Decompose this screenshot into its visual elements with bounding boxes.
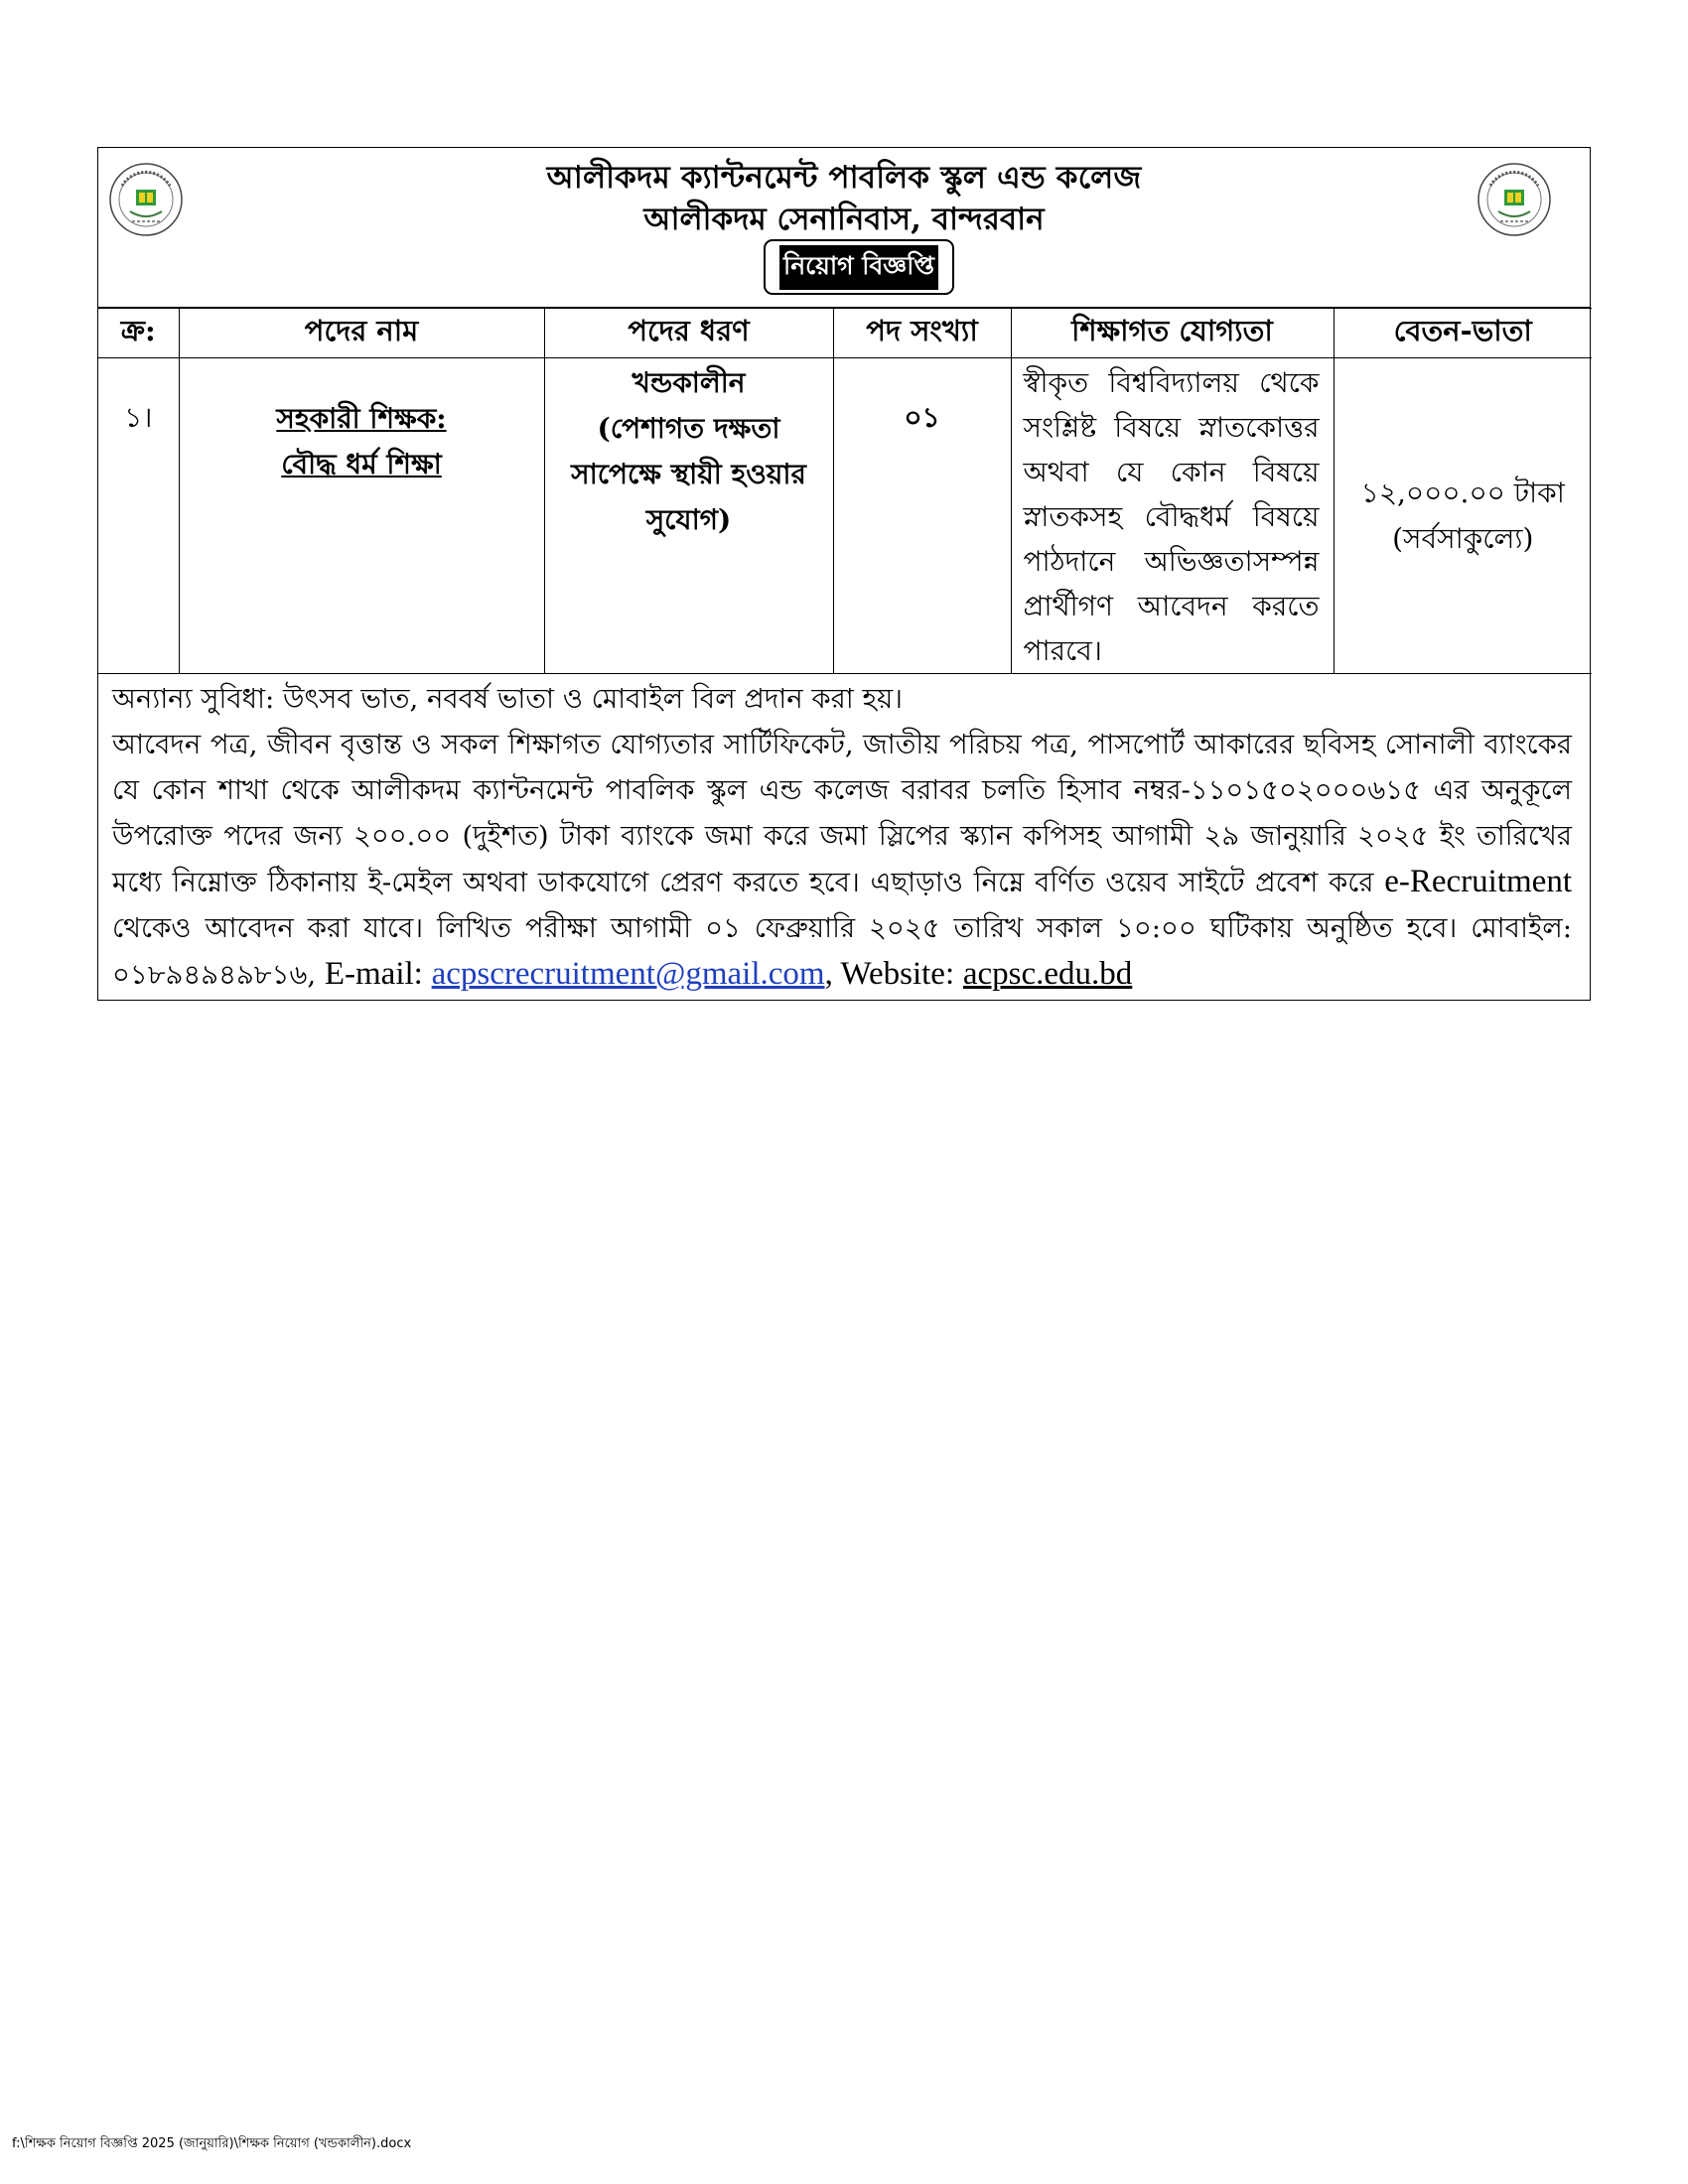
- application-info: [98, 674, 1590, 1000]
- post-name-line: সহকারী শিক্ষক:: [276, 402, 447, 435]
- website-label: , Website:: [824, 956, 955, 992]
- posts-table: [98, 308, 1592, 674]
- email-label: E-mail:: [324, 956, 423, 992]
- application-instructions: [112, 722, 1572, 998]
- post-type-line: (পেশাগত দক্ষতা: [597, 412, 780, 445]
- header-post-name: পদের নাম: [179, 309, 544, 358]
- erecruitment-text: e-Recruitment: [1384, 864, 1572, 899]
- website-link[interactable]: acpsc.edu.bd: [962, 956, 1133, 992]
- cell-post-type: [544, 358, 833, 674]
- salary-amount: ১২,০০০.০০ টাকা: [1360, 476, 1565, 509]
- salary-note: (সর্বসাকুল্যে): [1392, 521, 1534, 555]
- benefits-text: অন্যান্য সুবিধা: উৎসব ভাত, নববর্ষ ভাতা ও মোবাইল বিল প্রদান করা হয়।: [112, 683, 903, 715]
- table-row: [98, 358, 1592, 674]
- school-location: আলীকদম সেনানিবাস, বান্দরবান: [643, 202, 1045, 237]
- post-name-line: বৌদ্ধ ধর্ম শিক্ষা: [281, 448, 442, 480]
- cell-serial: ১।: [98, 358, 179, 674]
- header-qualification: শিক্ষাগত যোগ্যতা: [1011, 309, 1334, 358]
- post-type-line: খন্ডকালীন: [632, 366, 746, 399]
- cell-post-count: ০১: [833, 358, 1011, 674]
- notice-title-box: [764, 239, 954, 295]
- post-type-line: সুযোগ): [645, 503, 732, 536]
- recruitment-notice: [97, 147, 1591, 1001]
- email-link[interactable]: acpscrecruitment@gmail.com: [431, 956, 825, 992]
- application-text-part2: থেকেও আবেদন করা যাবে। লিখিত পরীক্ষা আগামী ০১ ফেব্রুয়ারি ২০২৫ তারিখ সকাল ১০:০০ ঘটিকায় অনুষ্ঠিত হবে। মোবাইল: ০১৮৯৪৯৪৯৮১৬,: [112, 912, 1572, 991]
- post-type-line: সাপেক্ষে স্থায়ী হওয়ার: [571, 458, 806, 490]
- header-post-type: পদের ধরণ: [544, 309, 833, 358]
- footer-file-path: f:\শিক্ষক নিয়োগ বিজ্ঞপ্তি 2025 (জানুয়ারি)\শিক্ষক নিয়োগ (খন্ডকালীন).docx: [12, 2136, 412, 2151]
- school-crest-logo-icon: [1477, 162, 1552, 237]
- cell-salary: [1334, 358, 1592, 674]
- school-name: আলীকদম ক্যান্টনমেন্ট পাবলিক স্কুল এন্ড কলেজ: [546, 160, 1142, 196]
- cell-post-name: [179, 358, 544, 674]
- table-header-row: [98, 309, 1592, 358]
- notice-header: [98, 148, 1590, 308]
- cell-qualification: স্বীকৃত বিশ্ববিদ্যালয় থেকে সংশ্লিষ্ট বিষয়ে স্নাতকোত্তর অথবা যে কোন বিষয়ে স্নাতকসহ বৌদ্ধধর্ম বিষয়ে পাঠদানে অভিজ্ঞতাসম্পন্ন প্রার্থীগণ আবেদন করতে পারবে।: [1011, 358, 1334, 674]
- application-text-part1: আবেদন পত্র, জীবন বৃত্তান্ত ও সকল শিক্ষাগত যোগ্যতার সার্টিফিকেট, জাতীয় পরিচয় পত্র, পাসপোর্ট আকারের ছবিসহ সোনালী ব্যাংকের যে কোন শাখা থেকে আলীকদম ক্যান্টনমেন্ট পাবলিক স্কুল এন্ড কলেজ বরাবর চলতি হিসাব নম্বর-১১০১৫০২০০০৬১৫ এর অনুকূলে উপরোক্ত পদের জন্য ২০০.০০ (দুইশত) টাকা ব্যাংকে জমা করে জমা স্লিপের স্ক্যান কপিসহ আগামী ২৯ জানুয়ারি ২০২৫ ইং তারিখের মধ্যে নিম্নোক্ত ঠিকানায় ই-মেইল অথবা ডাকযোগে প্রেরণ করতে হবে। এছাড়াও নিম্নে বর্ণিত ওয়েব সাইটে প্রবেশ করে: [112, 729, 1572, 898]
- header-serial: ক্র:: [98, 309, 179, 358]
- header-salary: বেতন-ভাতা: [1334, 309, 1592, 358]
- notice-title: নিয়োগ বিজ্ঞপ্তি: [779, 245, 938, 290]
- header-post-count: পদ সংখ্যা: [833, 309, 1011, 358]
